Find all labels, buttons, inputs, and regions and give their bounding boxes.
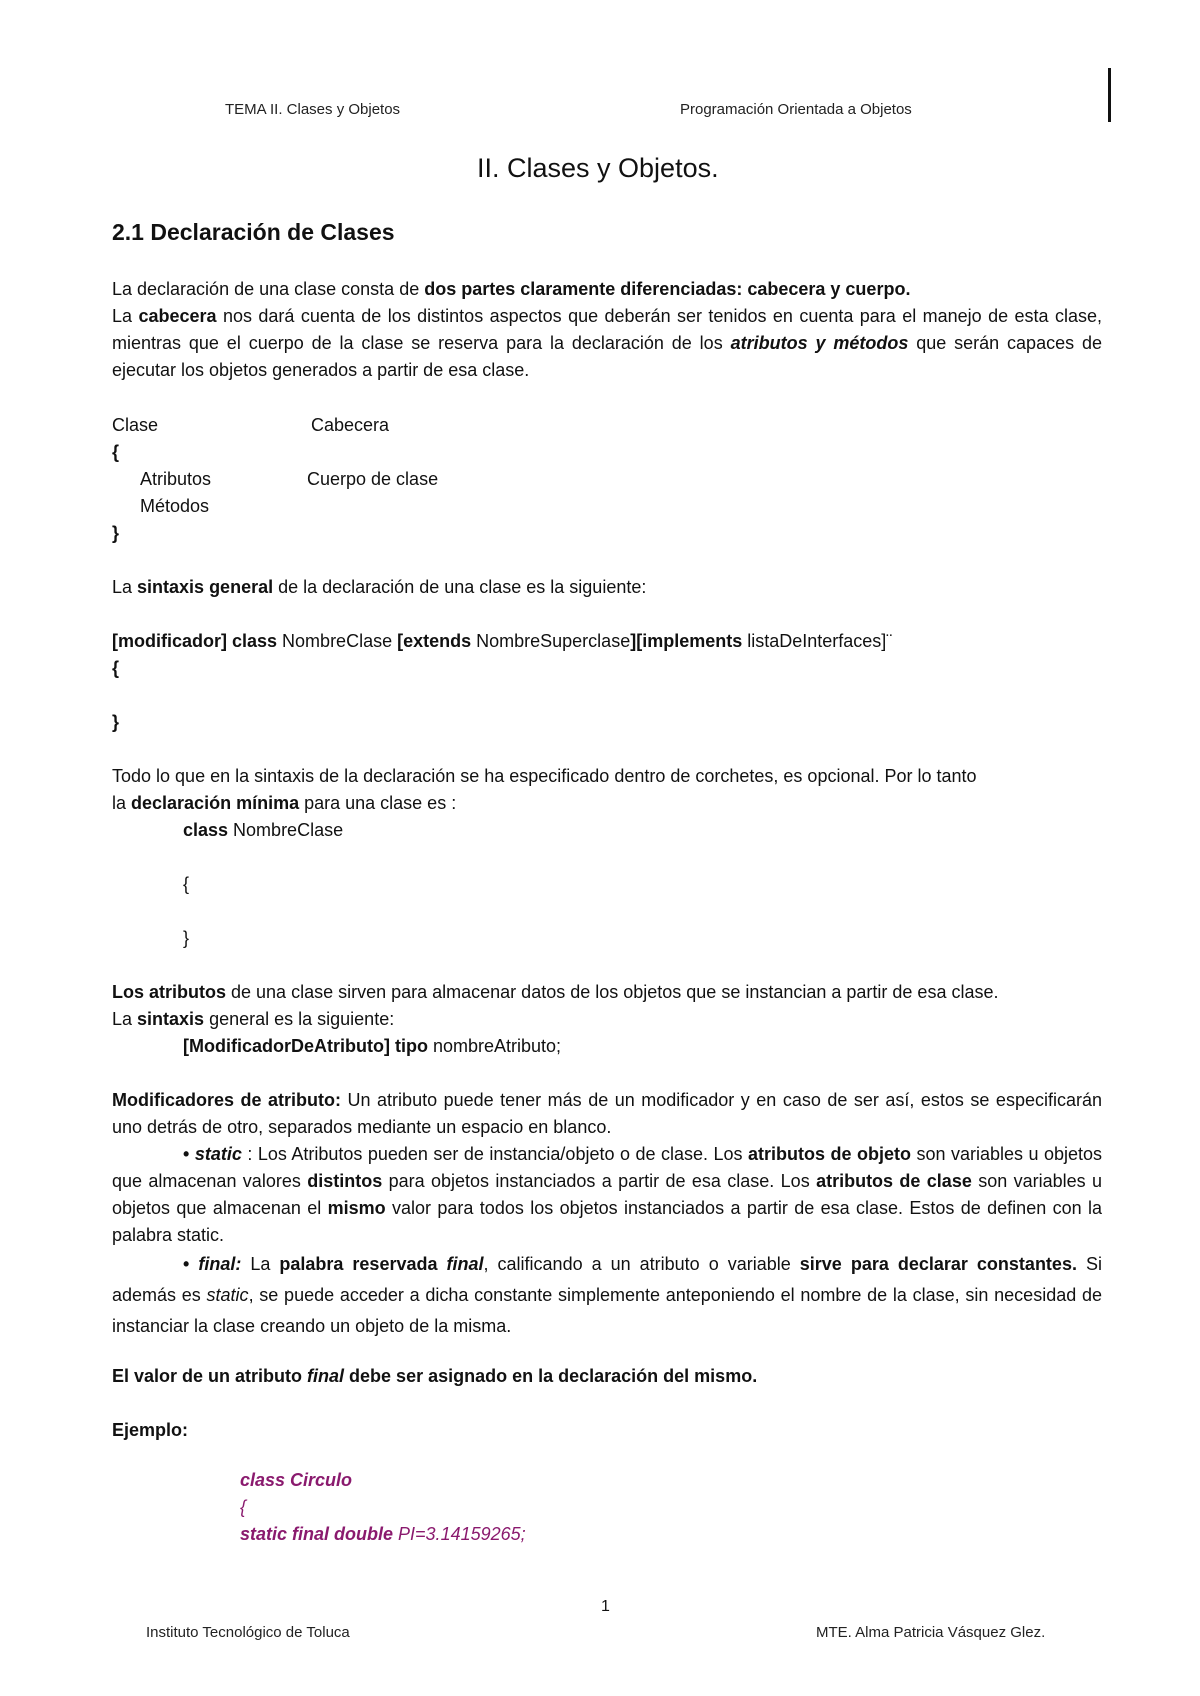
diagram-clase: Clase [112, 415, 159, 435]
diagram-cuerpo: Cuerpo de clase [307, 469, 439, 489]
header-left: TEMA II. Clases y Objetos [225, 101, 401, 118]
attribute-syntax: [ModificadorDeAtributo] tipo nombreAtributo; [183, 1036, 562, 1056]
optional-line-1: Todo lo que en la sintaxis de la declaración se ha especificado dentro de corchetes, es opcional. Por lo tanto [112, 766, 977, 786]
syntax-intro: La sintaxis general de la declaración de una clase es la siguiente: [112, 577, 647, 597]
syntax-close-brace: } [112, 712, 120, 732]
intro-line-1: La declaración de una clase consta de dos partes claramente diferenciadas: cabecera y cuerpo. [112, 279, 911, 299]
final-note: El valor de un atributo final debe ser asignado en la declaración del mismo. [112, 1366, 758, 1386]
attributes-line-1: Los atributos de una clase sirven para almacenar datos de los objetos que se instancian a partir de esa clase. [112, 982, 999, 1002]
minimal-open-brace: { [183, 874, 190, 894]
minimal-class-code: class NombreClase [183, 820, 344, 840]
attributes-line-2: La sintaxis general es la siguiente: [112, 1009, 395, 1029]
example-line-3: static final double PI=3.14159265; [240, 1524, 526, 1544]
section-heading: 2.1 Declaración de Clases [112, 219, 395, 245]
intro-paragraph: La cabecera nos dará cuenta de los distintos aspectos que deberán ser tenidos en cuenta para el manejo de esta clase, mientras que el cuerpo de la clase se reserva para la declaración de los atributos y métodos que serán capaces de ejecutar los objetos generados a partir de esa clase. [112, 306, 1103, 380]
example-label: Ejemplo: [112, 1420, 189, 1440]
diagram-metodos: Métodos [140, 496, 210, 516]
diagram-cabecera: Cabecera [311, 415, 390, 435]
margin-mark [1108, 68, 1111, 122]
example-line-2: { [240, 1497, 247, 1517]
footer-right: MTE. Alma Patricia Vásquez Glez. [816, 1624, 1046, 1641]
static-bullet: • static : Los Atributos pueden ser de instancia/objeto o de clase. Los atributos de objeto son variables u objetos que almacenan valores distintos para objetos instanciados a partir de esa clase. Los atributos de clase son variables u objetos que almacenan el mismo valor para todos los objetos instanciados a partir de esa clase. Estos de definen con la palabra static. [112, 1144, 1103, 1245]
final-bullet: • final: La palabra reservada final, calificando a un atributo o variable sirve para declarar constantes. Si además es static, se puede acceder a dicha constante simplemente anteponiendo el nombre de la clase, sin necesidad de instanciar la clase creando un objeto de la misma. [112, 1254, 1102, 1336]
optional-line-2: la declaración mínima para una clase es : [112, 793, 457, 813]
diagram-open-brace: { [112, 442, 120, 462]
footer-left: Instituto Tecnológico de Toluca [146, 1624, 350, 1641]
diagram-close-brace: } [112, 523, 120, 543]
page-number: 1 [601, 1598, 610, 1615]
diagram-atributos: Atributos [140, 469, 212, 489]
page-title-dot: . [711, 153, 719, 183]
minimal-close-brace: } [183, 928, 190, 948]
syntax-open-brace: { [112, 658, 120, 678]
syntax-line: [modificador] class NombreClase [extends NombreSuperclase][implements listaDeInterfaces]¨ [112, 631, 893, 651]
page-title-text: II. Clases y Objetos [477, 153, 712, 183]
example-line-1: class Circulo [240, 1470, 353, 1490]
modifiers-paragraph: Modificadores de atributo: Un atributo puede tener más de un modificador y en caso de ser así, estos se especificarán uno detrás de otro, separados mediante un espacio en blanco. [112, 1090, 1102, 1137]
header-right: Programación Orientada a Objetos [680, 101, 912, 118]
page-title [477, 153, 719, 184]
